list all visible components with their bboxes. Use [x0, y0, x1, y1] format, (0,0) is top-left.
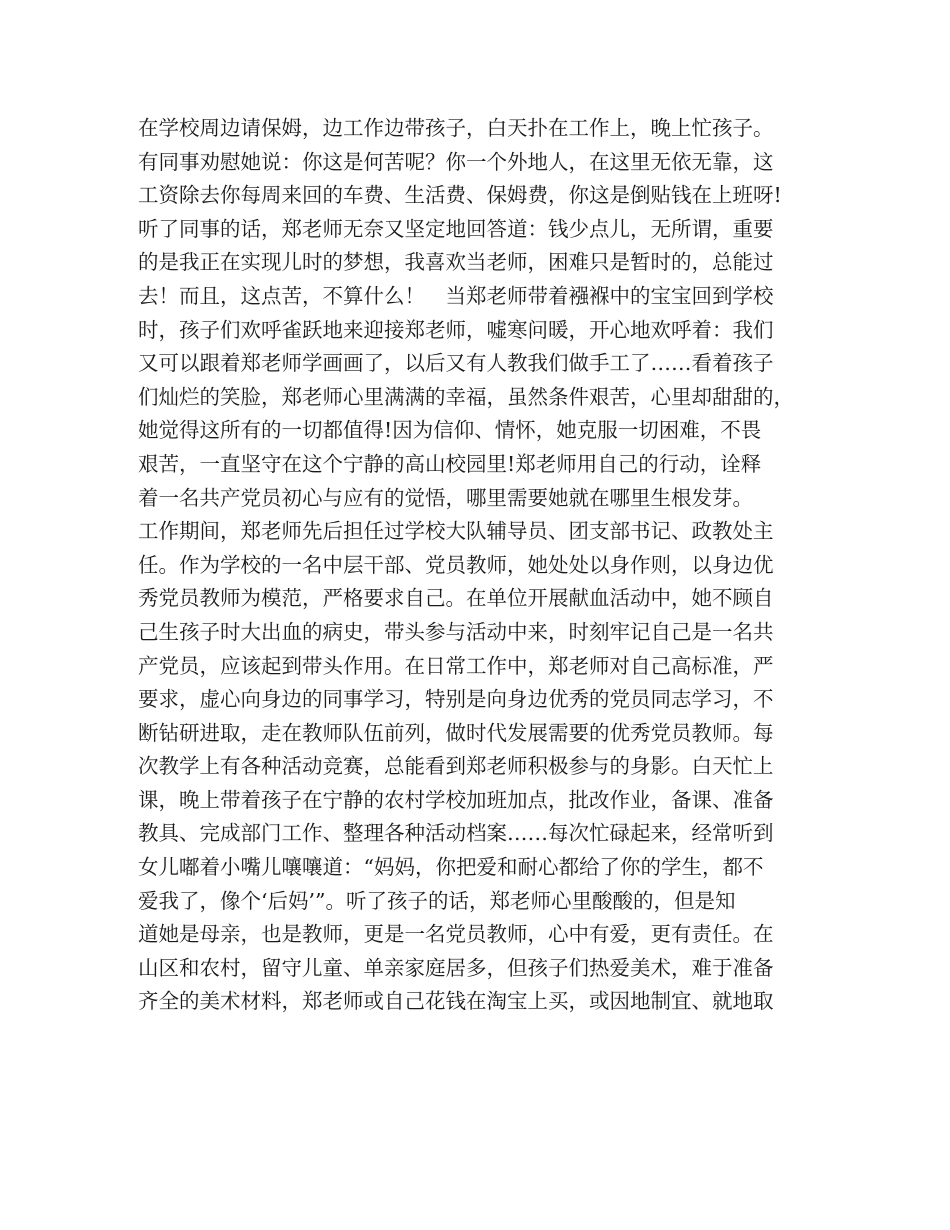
- text-line: 去！而且，这点苦，不算什么！ 当郑老师带着襁褓中的宝宝回到学校: [138, 283, 774, 308]
- text-line: 女儿嘟着小嘴儿嚷嚷道：“妈妈，你把爱和耐心都给了你的学生，都不: [138, 855, 764, 880]
- text-line: 道她是母亲，也是教师，更是一名党员教师，心中有爱，更有责任。在: [138, 922, 774, 947]
- text-line: 艰苦，一直坚守在这个宁静的高山校园里!郑老师用自己的行动，诠释: [138, 451, 762, 476]
- text-line: 断钻研进取，走在教师队伍前列，做时代发展需要的优秀党员教师。每: [138, 720, 774, 745]
- text-line: 山区和农村，留守儿童、单亲家庭居多，但孩子们热爱美术，难于准备: [138, 955, 774, 980]
- text-line: 又可以跟着郑老师学画画了，以后又有人教我们做手工了……看着孩子: [138, 351, 774, 376]
- text-line: 她觉得这所有的一切都值得!因为信仰、情怀，她克服一切困难，不畏: [138, 418, 762, 443]
- text-line: 课，晚上带着孩子在宁静的农村学校加班加点，批改作业，备课、准备: [138, 787, 774, 812]
- text-line: 产党员，应该起到带头作用。在日常工作中，郑老师对自己高标准，严: [138, 653, 774, 678]
- text-line: 时，孩子们欢呼雀跃地来迎接郑老师，嘘寒问暖，开心地欢呼着：我们: [138, 317, 774, 342]
- text-line: 要求，虚心向身边的同事学习，特别是向身边优秀的党员同志学习，不: [138, 687, 774, 712]
- text-line: 任。作为学校的一名中层干部、党员教师，她处处以身作则，以身边优: [138, 552, 774, 577]
- document-body: [138, 112, 818, 1019]
- text-line: 次教学上有各种活动竞赛，总能看到郑老师积极参与的身影。白天忙上: [138, 754, 774, 779]
- text-line: 工作期间，郑老师先后担任过学校大队辅导员、团支部书记、政教处主: [138, 519, 774, 544]
- text-line: 爱我了，像个‘后妈’”。听了孩子的话，郑老师心里酸酸的，但是知: [138, 888, 736, 913]
- text-line: 有同事劝慰她说：你这是何苦呢？你一个外地人，在这里无依无靠，这: [138, 149, 774, 174]
- text-line: 着一名共产党员初心与应有的觉悟，哪里需要她就在哪里生根发芽。: [138, 485, 753, 510]
- text-line: 教具、完成部门工作、整理各种活动档案……每次忙碌起来，经常听到: [138, 821, 774, 846]
- text-line: 的是我正在实现儿时的梦想，我喜欢当老师，困难只是暂时的，总能过: [138, 250, 774, 275]
- text-line: 己生孩子时大出血的病史，带头参与活动中来，时刻牢记自己是一名共: [138, 619, 774, 644]
- text-line: 工资除去你每周来回的车费、生活费、保姆费，你这是倒贴钱在上班呀!: [138, 183, 782, 208]
- text-line: 秀党员教师为模范，严格要求自己。在单位开展献血活动中，她不顾自: [138, 586, 774, 611]
- text-line: 听了同事的话，郑老师无奈又坚定地回答道：钱少点儿，无所谓，重要: [138, 216, 774, 241]
- text-line: 们灿烂的笑脸，郑老师心里满满的幸福，虽然条件艰苦，心里却甜甜的，: [138, 384, 794, 409]
- text-line: 齐全的美术材料，郑老师或自己花钱在淘宝上买，或因地制宜、就地取: [138, 989, 774, 1014]
- text-line: 在学校周边请保姆，边工作边带孩子，白天扑在工作上，晚上忙孩子。: [138, 116, 774, 140]
